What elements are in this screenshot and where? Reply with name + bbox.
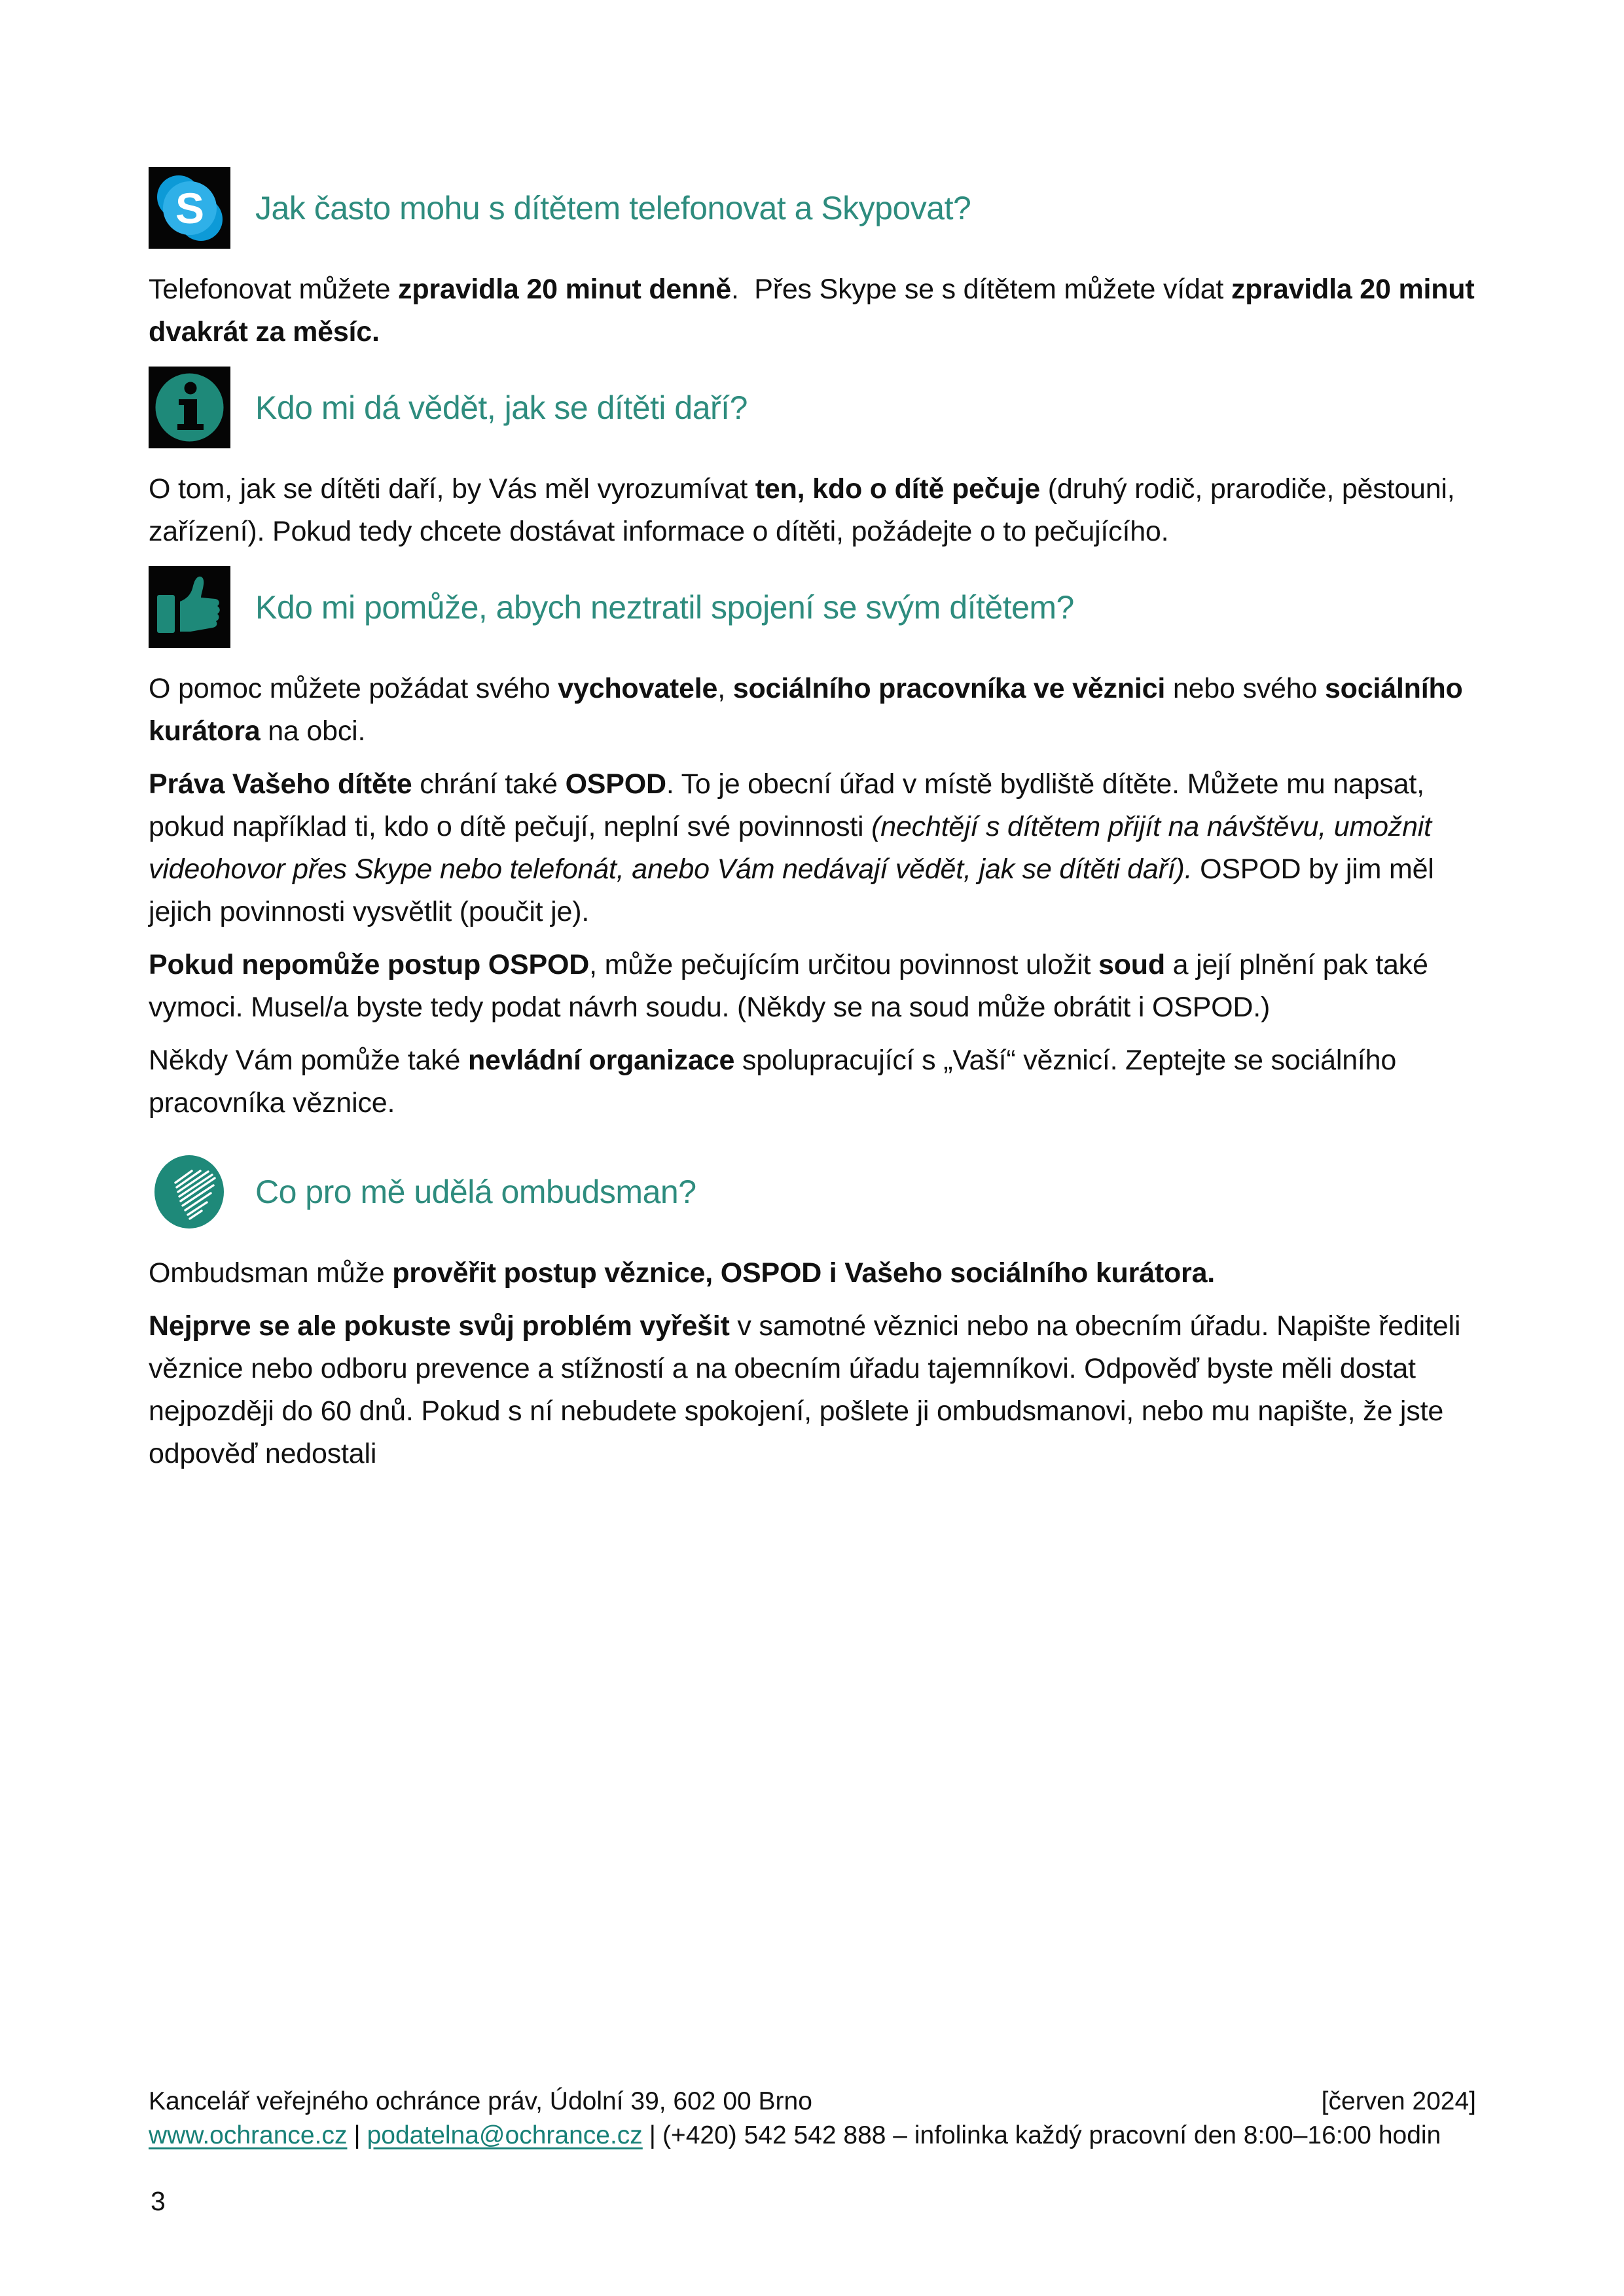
text-run: . Přes Skype se s dítětem můžete vídat: [731, 274, 1231, 305]
paragraph: [149, 1305, 1476, 1475]
page-footer: [149, 2085, 1476, 2153]
section-heading: Kdo mi dá vědět, jak se dítěti daří?: [255, 389, 748, 426]
text-run: Pokud nepomůže postup OSPOD: [149, 949, 590, 980]
text-run: vychovatele: [558, 673, 718, 704]
footer-office-address: Kancelář veřejného ochránce práv, Údolní 39, 602 00 Brno: [149, 2087, 812, 2115]
section-ombudsman: [149, 1151, 1476, 1475]
paragraph: [149, 1039, 1476, 1124]
footer-separator: |: [353, 2121, 361, 2149]
text-run: (druhý rodič, prarodiče, pěstouni, zařízení). Pokud tedy chcete dostávat informace o dítěti, požádejte o to pečujícího.: [149, 473, 1463, 547]
text-run: prověřit postup věznice, OSPOD i Vašeho sociálního kurátora.: [392, 1257, 1216, 1289]
paragraph: [149, 763, 1476, 933]
text-run: na obci.: [260, 715, 366, 747]
text-run: Práva Vašeho dítěte: [149, 768, 412, 800]
footer-office-row: [149, 2085, 1476, 2119]
text-run: sociálního pracovníka ve věznici: [732, 673, 1166, 704]
paragraph: [149, 944, 1476, 1029]
document-content: [149, 167, 1483, 1486]
text-run: Telefonovat můžete: [149, 274, 399, 305]
section-info: [149, 367, 1476, 553]
text-run: . To je obecní úřad v místě bydliště dítěte. Můžete mu napsat, pokud například ti, kdo o dítě pečují, neplní své povinnosti: [149, 768, 1432, 842]
text-run: O pomoc můžete požádat svého: [149, 673, 558, 704]
text-run: sociálního kurátora: [149, 673, 1471, 747]
paragraph: [149, 268, 1483, 353]
section-skype: [149, 167, 1483, 353]
section-help: [149, 566, 1476, 1124]
text-run: Nejprve se ale pokuste svůj problém vyřešit: [149, 1310, 730, 1342]
footer-phone-info: (+420) 542 542 888 – infolinka každý pracovní den 8:00–16:00 hodin: [662, 2121, 1441, 2149]
ombudsman-logo-icon: [149, 1151, 230, 1232]
section-skype-header: [149, 167, 1476, 249]
text-run: nevládní organizace: [467, 1045, 735, 1076]
section-info-header: [149, 367, 1476, 448]
paragraph: [149, 1252, 1476, 1295]
text-run: Někdy Vám pomůže také: [149, 1045, 468, 1076]
text-run: (nechtějí s dítětem přijít na návštěvu, umožnit videohovor přes Skype nebo telefonát, anebo Vám nedávají vědět, jak se dítěti daří).: [149, 811, 1439, 885]
website-link[interactable]: www.ochrance.cz: [149, 2121, 348, 2149]
section-ombudsman-header: [149, 1151, 1476, 1232]
text-run: , může pečujícím určitou povinnost uložit: [589, 949, 1098, 980]
text-run: ,: [717, 673, 733, 704]
text-run: a její plnění pak také vymoci. Musel/a byste tedy podat návrh soudu. (Někdy se na soud může obrátit i OSPOD.): [149, 949, 1436, 1023]
text-run: spolupracující s „Vaší“ věznicí. Zeptejte se sociálního pracovníka věznice.: [149, 1045, 1404, 1119]
footer-date-tag: [červen 2024]: [1321, 2087, 1476, 2115]
section-help-header: [149, 566, 1476, 648]
text-run: nebo svého: [1165, 673, 1325, 704]
section-heading: Jak často mohu s dítětem telefonovat a Skypovat?: [255, 189, 971, 226]
text-run: chrání také: [412, 768, 566, 800]
text-run: zpravidla 20 minut dvakrát za měsíc.: [149, 274, 1483, 348]
text-run: O tom, jak se dítěti daří, by Vás měl vyrozumívat: [149, 473, 755, 505]
text-run: OSPOD by jim měl jejich povinnosti vysvětlit (poučit je).: [149, 853, 1442, 927]
svg-text:S: S: [175, 184, 205, 232]
section-heading: Co pro mě udělá ombudsman?: [255, 1173, 696, 1210]
text-run: zpravidla 20 minut denně: [398, 274, 731, 305]
text-run: v samotné věznici nebo na obecním úřadu. Napište řediteli věznice nebo odboru prevence a stížností a na obecním úřadu tajemníkovi. Odpověď byste měli dostat nejpozději do 60 dnů. Pokud s ní nebudete spokojení, pošlete ji ombudsmanovi, nebo mu napište, že jste odpověď nedostali: [149, 1310, 1468, 1469]
text-run: soud: [1098, 949, 1165, 980]
text-run: Ombudsman může: [149, 1257, 393, 1289]
skype-icon: [149, 167, 230, 249]
thumbs-up-icon: [149, 566, 230, 648]
info-icon: [149, 367, 230, 448]
footer-separator: |: [649, 2121, 656, 2149]
paragraph: [149, 668, 1476, 753]
section-heading: Kdo mi pomůže, abych neztratil spojení se svým dítětem?: [255, 588, 1074, 626]
page-number: 3: [151, 2186, 166, 2216]
text-run: ten, kdo o dítě pečuje: [755, 473, 1040, 505]
text-run: OSPOD: [565, 768, 666, 800]
footer-contact-row: [149, 2119, 1476, 2153]
paragraph: [149, 468, 1476, 553]
email-link[interactable]: podatelna@ochrance.cz: [367, 2121, 643, 2149]
